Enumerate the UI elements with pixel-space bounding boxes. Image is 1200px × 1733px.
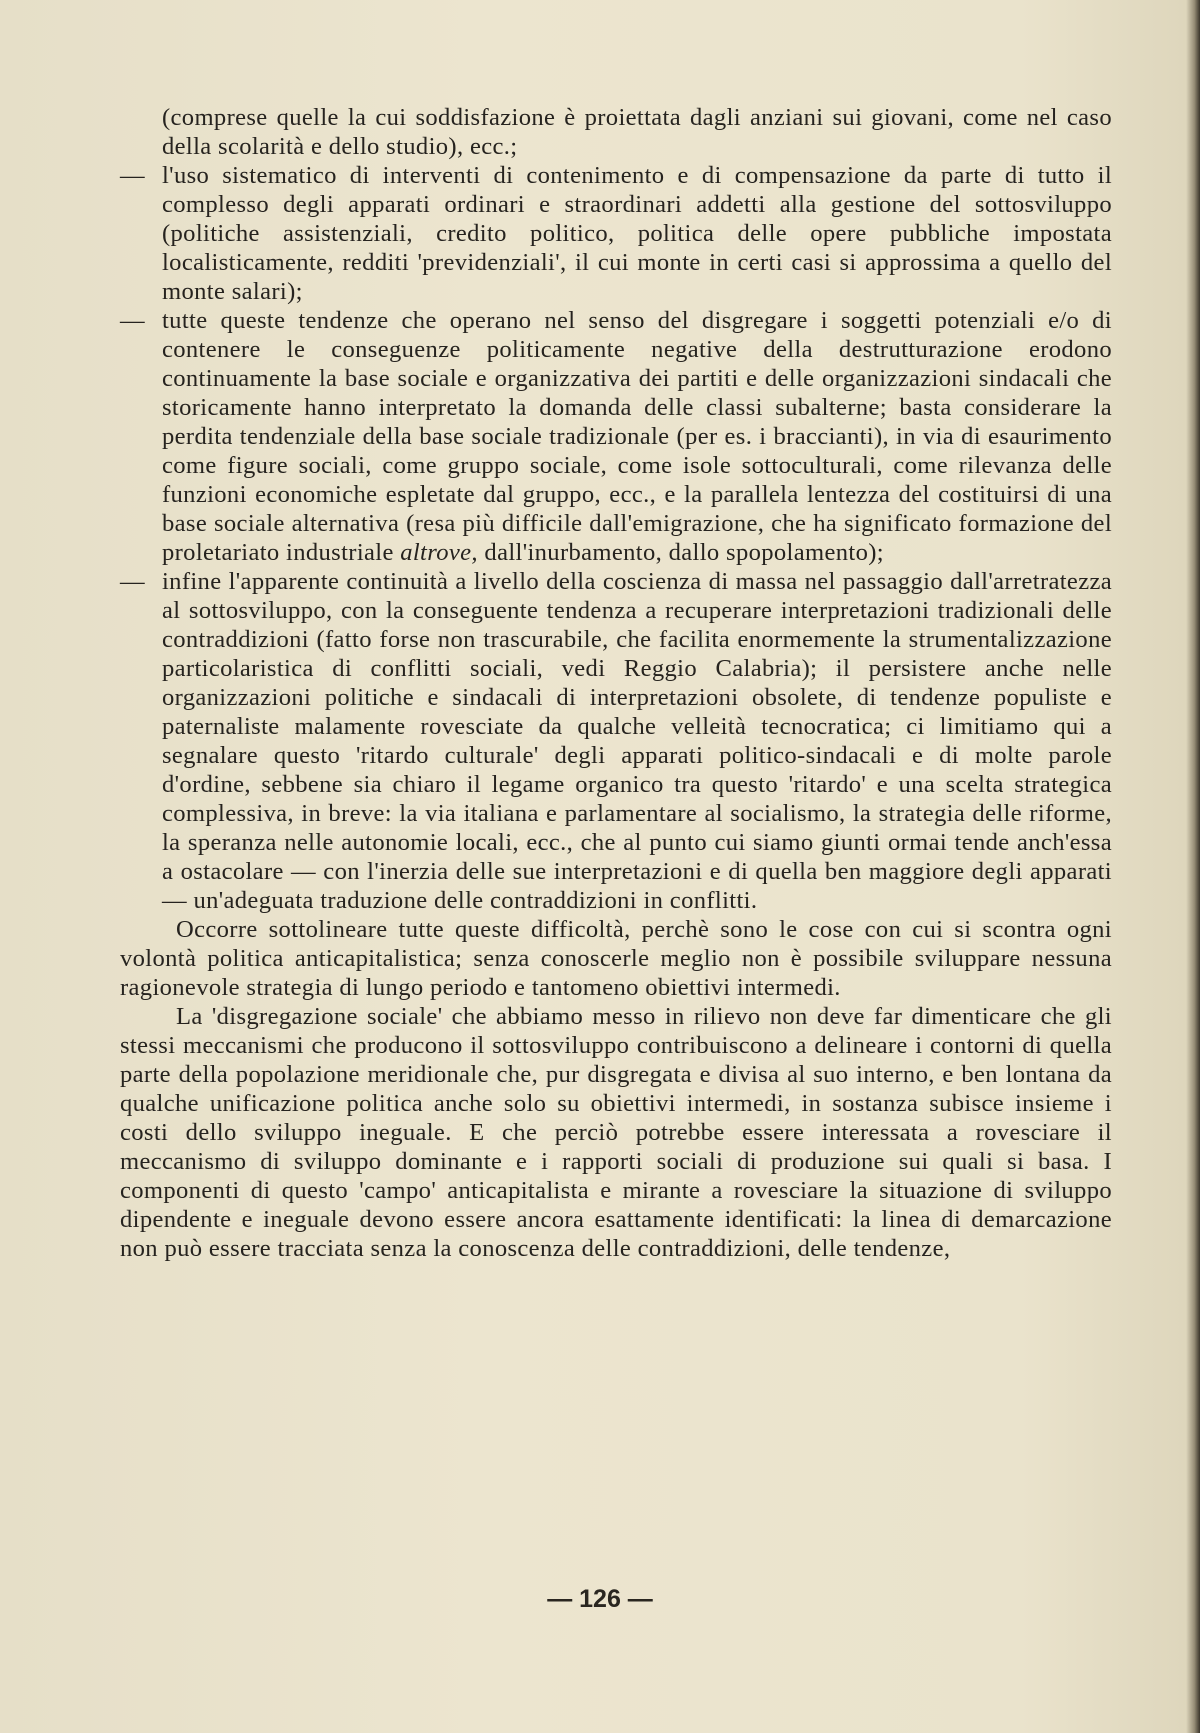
- page-number: — 126 —: [547, 1585, 653, 1613]
- list-item: [120, 306, 1112, 567]
- body-paragraph: [120, 1002, 1112, 1263]
- page-body: [120, 103, 1112, 1263]
- em-dash-bullet: —: [120, 307, 145, 334]
- paragraph-text: l'uso sistematico di interventi di contenimento e di compensazione da parte di tutto il complesso degli apparati ordinari e straordinari addetti alla gestione del sottosviluppo (politiche assistenziali, credito politico, politica delle opere pubbliche impostata localisticamente, redditi 'previdenziali', il cui monte in certi casi si approssima a quello del monte salari);: [162, 162, 1112, 305]
- list-item: [120, 161, 1112, 306]
- list-item-continuation: [120, 103, 1112, 161]
- page-edge-shadow: [1186, 0, 1200, 1733]
- em-dash-bullet: —: [120, 568, 145, 595]
- paragraph-text: infine l'apparente continuità a livello della coscienza di massa nel passaggio dall'arretratezza al sottosviluppo, con la conseguente tendenza a recuperare interpretazioni tradizionali delle contraddizioni (fatto forse non trascurabile, che facilita enormemente la strumentalizzazione particolaristica di conflitti sociali, vedi Reggio Calabria); il persistere anche nelle organizzazioni politiche e sindacali di interpretazioni obsolete, di tendenze populiste e paternaliste malamente rovesciate da qualche velleità tecnocratica; ci limitiamo qui a segnalare questo 'ritardo culturale' degli apparati politico-sindacali e di molte parole d'ordine, sebbene sia chiaro il legame organico tra questo 'ritardo' e una scelta strategica complessiva, in breve: la via italiana e parlamentare al socialismo, la strategia delle riforme, la speranza nelle autonomie locali, ecc., che al punto cui siamo giunti ormai tende anch'essa a ostacolare — con l'inerzia delle sue interpretazioni e di quella ben maggiore degli apparati — un'adeguata traduzione delle contraddizioni in conflitti.: [162, 568, 1112, 914]
- italic-emphasis: altrove,: [400, 539, 478, 566]
- paragraph-text: tutte queste tendenze che operano nel senso del disgregare i soggetti potenziali e/o di contenere le conseguenze politicamente negative della destrutturazione erodono continuamente la base sociale e organizzativa dei partiti e delle organizzazioni sindacali che storicamente hanno interpretato la domanda delle classi subalterne; basta considerare la perdita tendenziale della base sociale tradizionale (per es. i braccianti), in via di esaurimento come figure sociali, come gruppo sociale, come isole sottoculturali, come rilevanza delle funzioni economiche espletate dal gruppo, ecc., e la parallela lentezza del costituirsi di una base sociale alternativa (resa più difficile dall'emigrazione, che ha significato formazione del proletariato industriale: [162, 307, 1112, 566]
- paragraph-text: La 'disgregazione sociale' che abbiamo messo in rilievo non deve far dimenticare che gli stessi meccanismi che producono il sottosviluppo contribuiscono a delineare i contorni di quella parte della popolazione meridionale che, pur disgregata e divisa al suo interno, e ben lontana da qualche unificazione politica anche solo su obiettivi intermedi, in sostanza subisce insieme i costi dello sviluppo ineguale. E che perciò potrebbe essere interessata a rovesciare il meccanismo di sviluppo dominante e i rapporti sociali di produzione sui quali si basa. I componenti di questo 'campo' anticapitalista e mirante a rovesciare la situazione di sviluppo dipendente e ineguale devono essere ancora esattamente identificati: la linea di demarcazione non può essere tracciata senza la conoscenza delle contraddizioni, delle tendenze,: [120, 1003, 1112, 1262]
- paragraph-text: (comprese quelle la cui soddisfazione è proiettata dagli anziani sui giovani, come nel caso della scolarità e dello studio), ecc.;: [162, 104, 1112, 160]
- paragraph-text-tail: dall'inurbamento, dallo spopolamento);: [484, 539, 884, 566]
- em-dash-bullet: —: [120, 162, 145, 189]
- paragraph-text: Occorre sottolineare tutte queste difficoltà, perchè sono le cose con cui si scontra ogni volontà politica anticapitalistica; senza conoscerle meglio non è possibile sviluppare nessuna ragionevole strategia di lungo periodo e tantomeno obiettivi intermedi.: [120, 916, 1112, 1001]
- body-paragraph: [120, 915, 1112, 1002]
- list-item: [120, 567, 1112, 915]
